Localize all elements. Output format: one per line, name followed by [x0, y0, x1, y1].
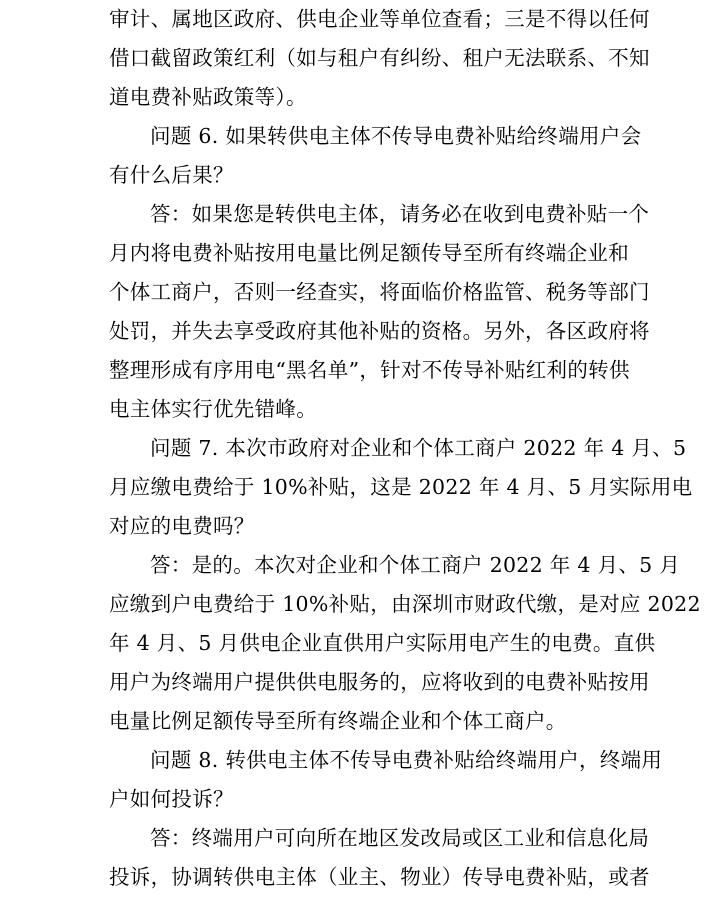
question-heading: 问题 6. 如果转供电主体不传导电费补贴给终端用户会	[150, 124, 642, 148]
text-line: 借口截留政策红利（如与租户有纠纷、租户无法联系、不知	[109, 46, 650, 70]
text-line: 道电费补贴政策等）。	[109, 85, 307, 109]
answer-paragraph: 答：是的。本次对企业和个体工商户 2022 年 4 月、5 月	[150, 553, 681, 577]
question-heading: 对应的电费吗？	[109, 514, 255, 538]
answer-paragraph: 月内将电费补贴按用电量比例足额传导至所有终端企业和	[109, 241, 629, 265]
answer-paragraph: 年 4 月、5 月供电企业直供用户实际用电产生的电费。直供	[109, 631, 656, 655]
answer-paragraph: 答：如果您是转供电主体，请务必在收到电费补贴一个	[150, 202, 650, 226]
question-heading: 问题 7. 本次市政府对企业和个体工商户 2022 年 4 月、5	[150, 436, 687, 460]
answer-paragraph: 答：终端用户可向所在地区发改局或区工业和信息化局	[150, 826, 650, 850]
answer-paragraph: 处罚，并失去享受政府其他补贴的资格。另外，各区政府将	[109, 319, 650, 343]
answer-paragraph: 电主体实行优先错峰。	[109, 397, 317, 421]
answer-paragraph: 个体工商户，否则一经查实，将面临价格监管、税务等部门	[109, 280, 650, 304]
answer-paragraph: 电量比例足额传导至所有终端企业和个体工商户。	[109, 709, 567, 733]
answer-paragraph: 用户为终端用户提供供电服务的，应将收到的电费补贴按用	[109, 670, 650, 694]
question-heading: 问题 8. 转供电主体不传导电费补贴给终端用户，终端用	[150, 748, 663, 772]
question-heading: 户如何投诉？	[109, 787, 234, 811]
text-line: 审计、属地区政府、供电企业等单位查看；三是不得以任何	[109, 7, 650, 31]
question-heading: 月应缴电费给于 10%补贴，这是 2022 年 4 月、5 月实际用电	[109, 475, 693, 499]
answer-paragraph: 整理形成有序用电“黑名单”，针对不传导补贴红利的转供	[109, 358, 630, 382]
answer-paragraph: 应缴到户电费给于 10%补贴，由深圳市财政代缴，是对应 2022	[109, 592, 701, 616]
answer-paragraph: 投诉，协调转供电主体（业主、物业）传导电费补贴，或者	[109, 865, 650, 889]
question-heading: 有什么后果？	[109, 163, 234, 187]
